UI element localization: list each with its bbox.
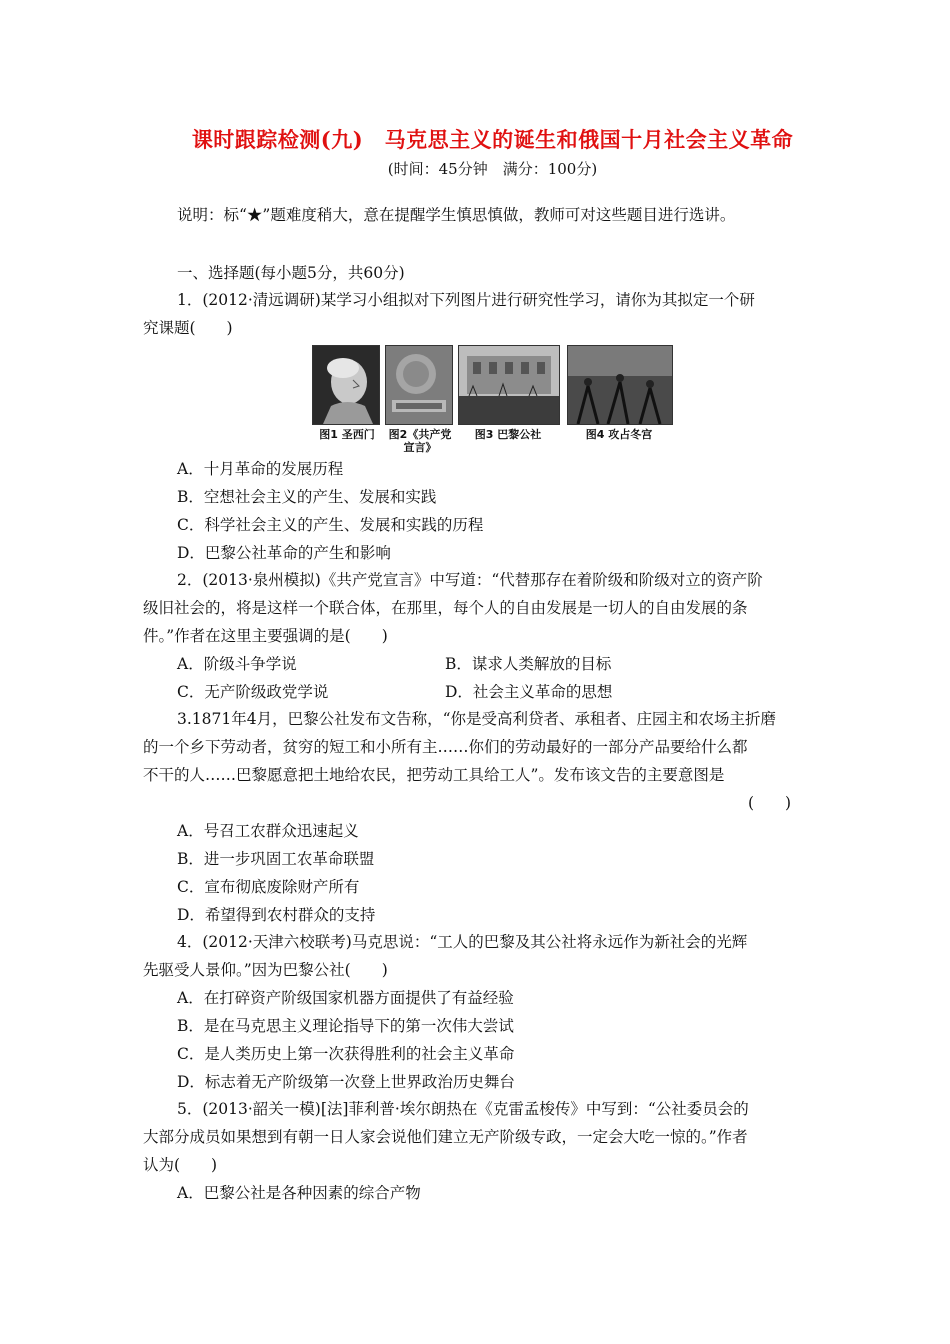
question-3-answer-blank: ( )	[748, 794, 792, 812]
question-3-option-a[interactable]: A．号召工农群众迅速起义	[177, 822, 359, 840]
question-2-option-a[interactable]: A．阶级斗争学说	[177, 655, 297, 673]
question-3-option-b[interactable]: B．进一步巩固工农革命联盟	[177, 850, 375, 868]
figure-paris-commune-image	[458, 345, 560, 425]
question-1-option-b[interactable]: B．空想社会主义的产生、发展和实践	[177, 488, 437, 506]
figure-saint-simon-image	[312, 345, 380, 425]
section-heading: 一、选择题(每小题5分，共60分)	[177, 264, 405, 282]
figure-4-caption: 图4 攻占冬宫	[585, 428, 653, 441]
question-2-line-3: 件。”作者在这里主要强调的是( )	[143, 627, 388, 645]
question-4-line-1: 4．(2012·天津六校联考)马克思说：“工人的巴黎及其公社将永远作为新社会的光辉	[177, 933, 748, 951]
question-5-line-2: 大部分成员如果想到有朝一日人家会说他们建立无产阶级专政，一定会大吃一惊的。”作者	[143, 1128, 748, 1146]
figure-winter-palace-image	[567, 345, 673, 425]
question-2-option-d[interactable]: D．社会主义革命的思想	[445, 683, 613, 701]
instruction-note: 说明：标“★”题难度稍大，意在提醒学生慎思慎做，教师可对这些题目进行选讲。	[177, 206, 736, 224]
page-title: 课时跟踪检测(九) 马克思主义的诞生和俄国十月社会主义革命	[191, 127, 794, 152]
question-1-line-1: 1．(2012·清远调研)某学习小组拟对下列图片进行研究性学习，请你为其拟定一个研	[177, 291, 755, 309]
figure-3-caption: 图3 巴黎公社	[474, 428, 542, 441]
question-1-option-d[interactable]: D．巴黎公社革命的产生和影响	[177, 544, 391, 562]
question-3-line-1: 3.1871年4月，巴黎公社发布文告称，“你是受高利贷者、承租者、庄园主和农场主折磨	[177, 710, 777, 728]
question-1-line-2: 究课题( )	[143, 319, 233, 337]
question-2-option-b[interactable]: B．谋求人类解放的目标	[445, 655, 612, 673]
question-4-line-2: 先驱受人景仰。”因为巴黎公社( )	[143, 961, 388, 979]
page-subtitle: (时间：45分钟 满分：100分)	[387, 160, 598, 178]
question-3-option-d[interactable]: D．希望得到农村群众的支持	[177, 906, 376, 924]
figure-1-caption: 图1 圣西门	[319, 428, 375, 441]
question-1-option-c[interactable]: C．科学社会主义的产生、发展和实践的历程	[177, 516, 484, 534]
question-5-line-1: 5．(2013·韶关一模)[法]菲利普·埃尔朗热在《克雷孟梭传》中写到：“公社委员会的	[177, 1100, 749, 1118]
question-2-option-c[interactable]: C．无产阶级政党学说	[177, 683, 329, 701]
question-4-option-d[interactable]: D．标志着无产阶级第一次登上世界政治历史舞台	[177, 1073, 515, 1091]
question-2-line-2: 级旧社会的，将是这样一个联合体，在那里，每个人的自由发展是一切人的自由发展的条	[143, 599, 748, 617]
question-1-option-a[interactable]: A．十月革命的发展历程	[177, 460, 344, 478]
question-4-option-b[interactable]: B．是在马克思主义理论指导下的第一次伟大尝试	[177, 1017, 514, 1035]
question-1-figures	[312, 345, 674, 455]
figure-2-caption: 图2《共产党宣言》	[388, 428, 452, 454]
question-3-line-2: 的一个乡下劳动者，贫穷的短工和小所有主……你们的劳动最好的一部分产品要给什么都	[143, 738, 748, 756]
question-3-line-3: 不干的人……巴黎愿意把土地给农民，把劳动工具给工人”。发布该文告的主要意图是	[143, 766, 725, 784]
question-4-option-a[interactable]: A．在打碎资产阶级国家机器方面提供了有益经验	[177, 989, 514, 1007]
question-2-line-1: 2．(2013·泉州模拟)《共产党宣言》中写道：“代替那存在着阶级和阶级对立的资产阶	[177, 571, 763, 589]
question-3-option-c[interactable]: C．宣布彻底废除财产所有	[177, 878, 360, 896]
figure-manifesto-image	[385, 345, 453, 425]
question-5-line-3: 认为( )	[143, 1156, 218, 1174]
question-4-option-c[interactable]: C．是人类历史上第一次获得胜利的社会主义革命	[177, 1045, 515, 1063]
question-5-option-a[interactable]: A．巴黎公社是各种因素的综合产物	[177, 1184, 421, 1202]
